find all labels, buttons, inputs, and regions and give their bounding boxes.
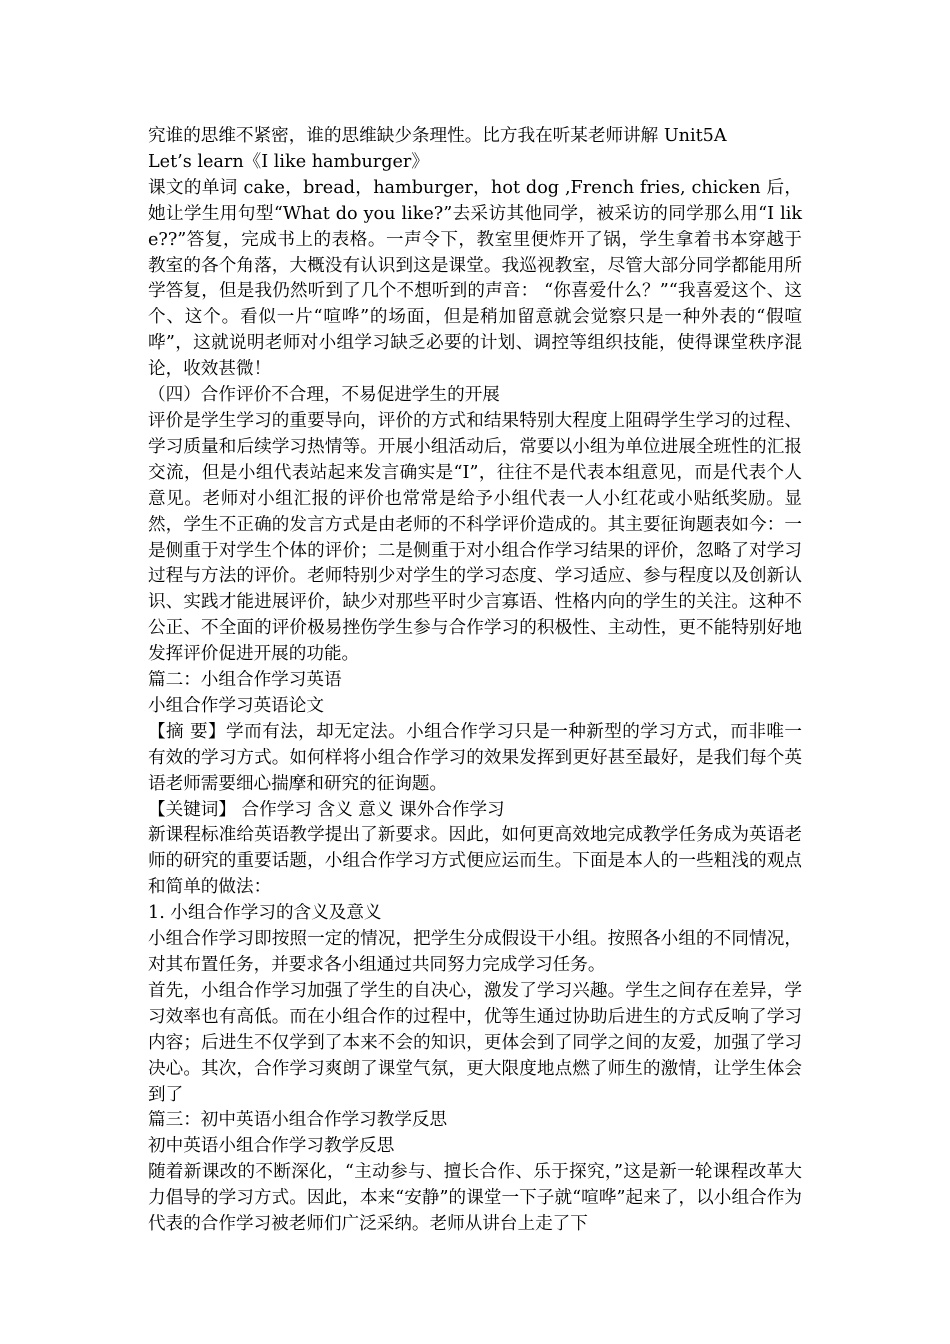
- paragraph: 首先，小组合作学习加强了学生的自决心，激发了学习兴趣。学生之间存在差异，学习效率也有高低。而在小组合作的过程中，优等生通过协助后进生的方式反响了学习内容；后进生不仅学到了本来不会的知识，更体会到了同学之间的友爱，加强了学习决心。其次，合作学习爽朗了课堂气氛，更大限度地点燃了师生的激情，让学生体会到了: [148, 980, 802, 1105]
- document-body: [148, 124, 802, 1238]
- keywords: 【关键词】 合作学习 含义 意义 课外合作学习: [148, 799, 505, 820]
- article-heading: 篇二：小组合作学习英语: [148, 670, 342, 691]
- article-title: 初中英语小组合作学习教学反思: [148, 1136, 395, 1157]
- paragraph: 评价是学生学习的重要导向，评价的方式和结果特别大程度上阻碍学生学习的过程、学习质量和后续学习热情等。开展小组活动后，常要以小组为单位进展全班性的汇报交流，但是小组代表站起来发言确实是“I”，往往不是代表本组意见，而是代表个人意见。老师对小组汇报的评价也常常是给予小组代表一人小红花或小贴纸奖励。显然，学生不正确的发言方式是由老师的不科学评价造成的。其主要征询题表如今：一是侧重于对学生个体的评价；二是侧重于对小组合作学习结果的评价，忽略了对学习过程与方法的评价。老师特别少对学生的学习态度、学习适应、参与程度以及创新认识、实践才能进展评价，缺少对那些平时少言寡语、性格内向的学生的关注。这种不公正、不全面的评价极易挫伤学生参与合作学习的积极性、主动性，更不能特别好地发挥评价促进开展的功能。: [148, 410, 802, 665]
- section-heading: （四）合作评价不合理，不易促进学生的开展: [148, 385, 500, 406]
- article-title: 小组合作学习英语论文: [148, 695, 324, 716]
- paragraph: 新课程标准给英语教学提出了新要求。因此，如何更高效地完成教学任务成为英语老师的研究的重要话题，小组合作学习方式便应运而生。下面是本人的一些粗浅的观点和简单的做法：: [148, 825, 802, 898]
- paragraph: 小组合作学习即按照一定的情况，把学生分成假设干小组。按照各小组的不同情况，对其布置任务，并要求各小组通过共同努力完成学习任务。: [148, 929, 802, 975]
- paragraph: 课文的单词 cake，bread，hamburger，hot dog ,French fries, chicken 后，她让学生用句型“What do you like?”去采访其他同学，被采访的同学那么用“I like??”答复，完成书上的表格。一声令下，教室里便炸开了锅，学生拿着书本穿越于教室的各个角落，大概没有认识到这是课堂。我巡视教室，尽管大部分同学都能用所学答复，但是我仍然听到了几个不想听到的声音： “你喜爱什么？”“我喜爱这个、这个、这个。看似一片“喧哗”的场面，但是稍加留意就会觉察只是一种外表的“假喧哗”，这就说明老师对小组学习缺乏必要的计划、调控等组织技能，使得课堂秩序混论，收效甚微！: [148, 177, 802, 380]
- section-heading: 1. 小组合作学习的含义及意义: [148, 903, 382, 924]
- article-heading: 篇三：初中英语小组合作学习教学反思: [148, 1110, 448, 1131]
- paragraph: Let’s learn《I like hamburger》: [148, 151, 429, 172]
- paragraph: 随着新课改的不断深化，“主动参与、擅长合作、乐于探究，”这是新一轮课程改革大力倡导的学习方式。因此，本来“安静”的课堂一下子就“喧哗”起来了，以小组合作为代表的合作学习被老师们广泛采纳。老师从讲台上走了下: [148, 1162, 802, 1235]
- paragraph: 究谁的思维不紧密，谁的思维缺少条理性。比方我在听某老师讲解 Unit5A: [148, 126, 727, 146]
- abstract: 【摘 要】学而有法，却无定法。小组合作学习只是一种新型的学习方式，而非唯一有效的学习方式。如何样将小组合作学习的效果发挥到更好甚至最好，是我们每个英语老师需要细心揣摩和研究的征询题。: [148, 721, 802, 794]
